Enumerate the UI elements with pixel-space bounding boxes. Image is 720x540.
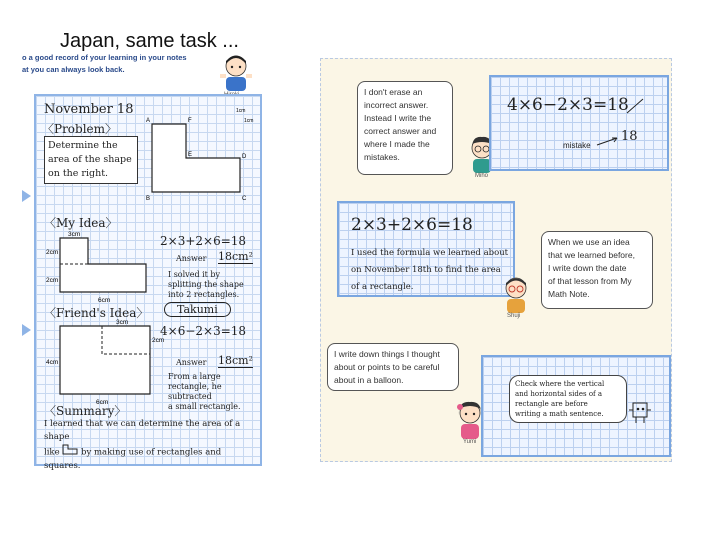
- shape-label-top: 1cm: [236, 108, 246, 114]
- summary-text: I learned that we can determine the area of a shape like by making use of rectangles and squares.: [44, 419, 241, 471]
- problem-shape: [140, 108, 256, 208]
- page-tab: [22, 324, 31, 336]
- miho-bubble: I don't erase an incorrect answer. Instead I write the correct answer and where I made the mistakes.: [357, 81, 453, 175]
- my-idea-dim-left2: 2cm: [46, 277, 59, 284]
- shuji-name: Shuji: [507, 313, 521, 319]
- hiroki-character: [218, 52, 254, 99]
- my-idea-answer: 18cm²: [218, 250, 253, 263]
- banner-line: at you can always look back.: [22, 65, 125, 74]
- my-idea-heading: 〈My Idea〉: [44, 216, 118, 230]
- miho-name: Miho: [475, 173, 489, 179]
- shape-label-c: C: [242, 196, 247, 202]
- note-date: November 18: [44, 102, 134, 117]
- shuji-character: [501, 275, 531, 320]
- shuji-grid: [337, 201, 515, 297]
- friend-shape: [46, 318, 165, 408]
- my-idea-shape: [46, 230, 156, 306]
- mistake-arrow: [595, 135, 621, 147]
- my-idea-dim-bottom: 6cm: [98, 297, 111, 304]
- my-idea-formula: 2×3+2×6=18: [160, 234, 247, 248]
- my-idea-note: I solved it by splitting the shape into 2 rectangles.: [168, 270, 244, 299]
- page-tab: [22, 190, 31, 202]
- friend-answer: 18cm²: [218, 354, 253, 367]
- summary-heading: 〈Summary〉: [44, 404, 127, 418]
- problem-heading: 〈Problem〉: [42, 122, 118, 136]
- mistake-label: mistake: [563, 141, 591, 150]
- friend-note: From a large rectangle, he subtracted a small rectangle.: [168, 372, 241, 411]
- shape-label-f: F: [188, 118, 192, 124]
- friend-dim-bottom: 6cm: [96, 399, 109, 406]
- my-idea-answer-label: Answer: [176, 254, 207, 263]
- slide-title: Japan, same task ...: [60, 30, 239, 52]
- note-grid: [34, 94, 262, 471]
- my-idea-dim-left1: 2cm: [46, 249, 59, 256]
- shape-label-e: E: [188, 152, 193, 158]
- shuji-note: I used the formula we learned about on November 18th to find the area of a rectangle.: [351, 248, 509, 292]
- mistake-correction: 18: [621, 129, 638, 144]
- shuji-bubble: When we use an idea that we learned before, I write down the date of that lesson from My Math Note.: [541, 231, 653, 309]
- friend-name: Takumi: [164, 302, 231, 317]
- yumi-grid: [481, 355, 671, 457]
- mini-character-icon: [629, 401, 651, 425]
- friend-formula: 4×6−2×3=18: [160, 324, 247, 338]
- left-page: [22, 52, 266, 470]
- shape-label-b: B: [146, 196, 151, 202]
- friend-heading: 〈Friend's Idea〉: [44, 306, 149, 320]
- banner-line: o a good record of your learning in your notes: [22, 53, 187, 62]
- friend-answer-label: Answer: [176, 358, 207, 367]
- strike-mark: [625, 97, 645, 115]
- mistake-grid: [489, 75, 669, 171]
- friend-dim-top: 3cm: [116, 319, 129, 326]
- right-page: [320, 58, 672, 462]
- yumi-name: Yumi: [463, 439, 477, 445]
- shape-label-d: D: [242, 154, 247, 160]
- friend-dim-left: 4cm: [46, 359, 59, 366]
- shape-label-side: 1cm: [244, 118, 254, 124]
- my-idea-dim-top: 3cm: [68, 231, 81, 238]
- shuji-formula: 2×3+2×6=18: [351, 215, 473, 235]
- yumi-note-balloon: Check where the vertical and horizontal sides of a rectangle are before writing a math sentence.: [509, 375, 627, 423]
- yumi-bubble: I write down things I thought about or points to be careful about in a balloon.: [327, 343, 459, 391]
- shape-label-a: A: [146, 118, 151, 124]
- problem-box: Determine the area of the shape on the right.: [44, 136, 138, 184]
- mistake-formula: 4×6−2×3=18: [507, 95, 629, 115]
- friend-dim-side: 2cm: [152, 337, 165, 344]
- l-shape-icon: [62, 444, 78, 460]
- banner: [22, 52, 232, 88]
